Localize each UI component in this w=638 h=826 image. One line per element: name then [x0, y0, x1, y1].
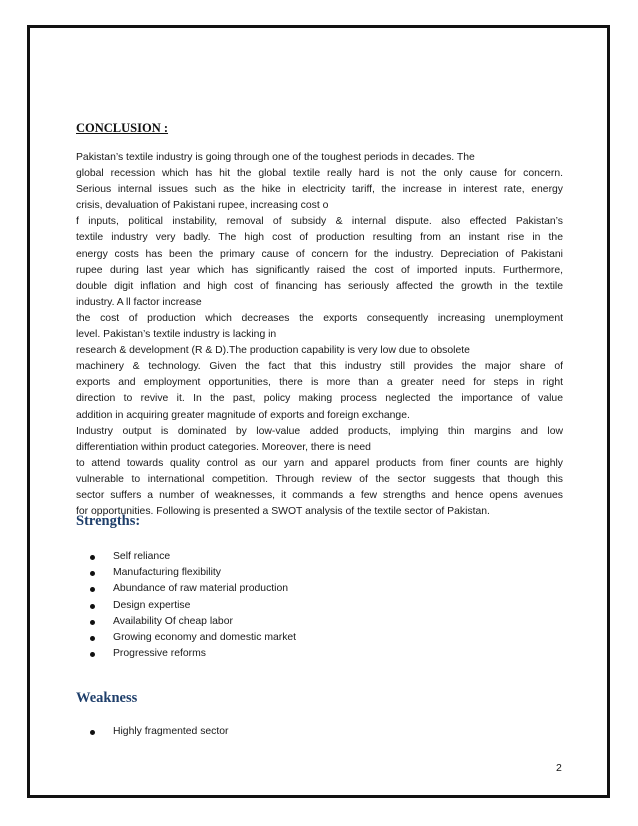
list-item [88, 598, 296, 614]
list-item [88, 565, 296, 581]
bullet-icon [90, 571, 95, 576]
body-line: for opportunities. Following is presented a SWOT analysis of the textile sector of Pakistan. [76, 506, 490, 518]
body-line: double digit inflation and high cost of financing has seriously affected the growth in the textile [76, 280, 563, 292]
list-item-label: Self reliance [113, 551, 171, 562]
list-item-label: Manufacturing flexibility [113, 567, 221, 579]
body-line: energy costs has been the primary cause of concern for the industry. Depreciation of Pakistani [76, 248, 563, 260]
list-item [88, 630, 296, 646]
body-line: Serious internal issues such as the hike in electricity tariff, the increase in interest rate, energy [76, 184, 563, 196]
body-line: Industry output is dominated by low-value added products, implying thin margins and low [76, 425, 563, 437]
list-item [88, 646, 296, 662]
strengths-heading: Strengths: [76, 513, 141, 529]
bullet-icon [90, 555, 95, 560]
body-line: level. Pakistan’s textile industry is lacking in [76, 329, 277, 341]
body-line: addition in acquiring greater magnitude of exports and foreign exchange. [76, 409, 410, 421]
list-item-label: Availability Of cheap labor [113, 615, 233, 627]
bullet-icon [90, 652, 95, 657]
body-line: to attend towards quality control as our yarn and apparel products from finer counts are highly [76, 457, 563, 469]
body-line: crisis, devaluation of Pakistani rupee, increasing cost o [76, 200, 329, 212]
bullet-icon [90, 620, 95, 625]
list-item-label: Progressive reforms [113, 648, 206, 660]
body-line: rupee during last year which has significantly raised the cost of imported inputs. Furthermore, [76, 264, 563, 276]
body-line: Pakistan’s textile industry is going through one of the toughest periods in decades. The [76, 152, 475, 163]
bullet-icon [90, 730, 95, 735]
body-line: sector suffers a number of weaknesses, it commands a few strengths and hence opens avenues [76, 489, 563, 501]
weakness-list [88, 724, 229, 740]
list-item-label: Growing economy and domestic market [113, 631, 297, 643]
body-line: direction to revive it. In the past, policy making process neglected the importance of value [76, 393, 563, 405]
bullet-icon [90, 604, 95, 609]
body-line: differentiation within product categories. Moreover, there is need [76, 441, 371, 453]
body-line: textile industry very badly. The high cost of production resulting from an instant rise in the [76, 232, 563, 244]
list-item [88, 581, 296, 597]
body-line: vulnerable to international competition. Through review of the sector suggests that though this [76, 473, 563, 485]
bullet-icon [90, 636, 95, 641]
body-line: research & development (R & D).The production capability is very low due to obsolete [76, 345, 470, 357]
body-line: global recession which has hit the global textile really hard is not the only cause for concern. [76, 168, 563, 180]
list-item [88, 724, 229, 740]
body-line: the cost of production which decreases the exports consequently increasing unemployment [76, 312, 563, 324]
body-line: machinery & technology. Given the fact that this industry still provides the major share of [76, 361, 563, 373]
list-item-label: Abundance of raw material production [113, 583, 289, 595]
body-line: exports and employment opportunities, there is more than a greater need for steps in right [76, 377, 563, 389]
list-item-label: Highly fragmented sector [113, 726, 229, 737]
weakness-heading: Weakness [76, 690, 138, 706]
list-item [88, 549, 296, 565]
conclusion-body [76, 150, 563, 520]
list-item [88, 614, 296, 630]
body-line: industry. A ll factor increase [76, 296, 202, 308]
conclusion-heading: CONCLUSION : [76, 121, 169, 135]
bullet-icon [90, 587, 95, 592]
list-item-label: Design expertise [113, 599, 191, 611]
page-number: 2 [556, 762, 562, 774]
body-line: f inputs, political instability, removal of subsidy & internal dispute. also effected Pakistan’s [76, 216, 563, 228]
strengths-list [88, 549, 296, 662]
